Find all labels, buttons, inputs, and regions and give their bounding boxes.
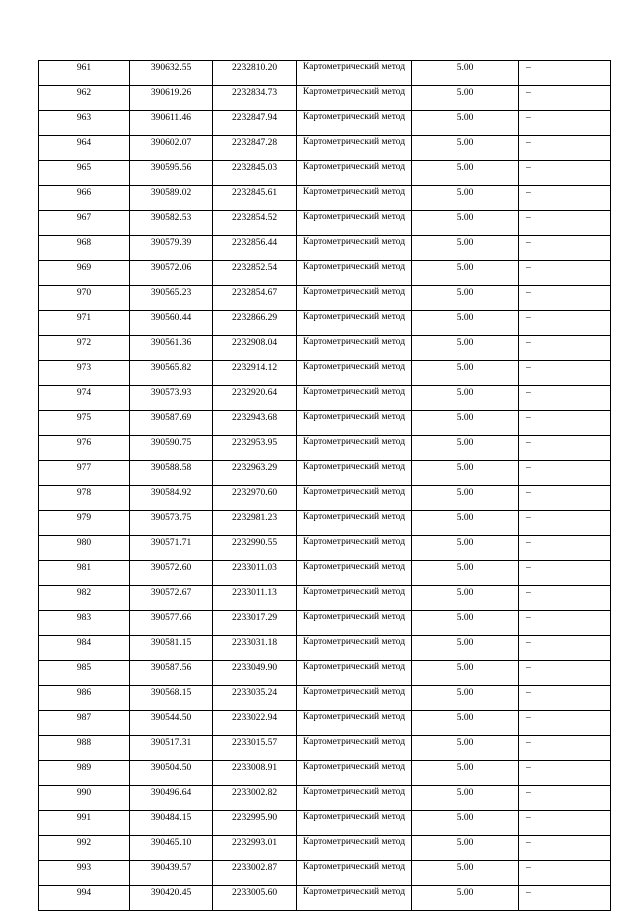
x-coordinate-cell: 390420.45 — [130, 886, 213, 911]
accuracy-cell: 5.00 — [412, 361, 519, 386]
y-coordinate-cell: 2233031.18 — [213, 636, 297, 661]
method-cell: Картометрический метод — [297, 286, 412, 311]
method-cell: Картометрический метод — [297, 361, 412, 386]
table-row — [39, 836, 611, 861]
point-number-cell: 987 — [39, 711, 130, 736]
note-cell: – — [519, 211, 611, 236]
point-number-cell: 979 — [39, 511, 130, 536]
table-row — [39, 186, 611, 211]
note-cell: – — [519, 411, 611, 436]
table-row — [39, 311, 611, 336]
accuracy-cell: 5.00 — [412, 811, 519, 836]
y-coordinate-cell: 2232854.67 — [213, 286, 297, 311]
y-coordinate-cell: 2232981.23 — [213, 511, 297, 536]
point-number-cell: 988 — [39, 736, 130, 761]
x-coordinate-cell: 390544.50 — [130, 711, 213, 736]
method-cell: Картометрический метод — [297, 836, 412, 861]
note-cell: – — [519, 186, 611, 211]
x-coordinate-cell: 390584.92 — [130, 486, 213, 511]
x-coordinate-cell: 390577.66 — [130, 611, 213, 636]
x-coordinate-cell: 390571.71 — [130, 536, 213, 561]
accuracy-cell: 5.00 — [412, 736, 519, 761]
y-coordinate-cell: 2232914.12 — [213, 361, 297, 386]
point-number-cell: 971 — [39, 311, 130, 336]
x-coordinate-cell: 390602.07 — [130, 136, 213, 161]
y-coordinate-cell: 2232845.03 — [213, 161, 297, 186]
accuracy-cell: 5.00 — [412, 661, 519, 686]
point-number-cell: 991 — [39, 811, 130, 836]
accuracy-cell: 5.00 — [412, 861, 519, 886]
point-number-cell: 977 — [39, 461, 130, 486]
accuracy-cell: 5.00 — [412, 286, 519, 311]
table-row — [39, 561, 611, 586]
note-cell: – — [519, 61, 611, 86]
note-cell: – — [519, 811, 611, 836]
note-cell: – — [519, 861, 611, 886]
point-number-cell: 965 — [39, 161, 130, 186]
accuracy-cell: 5.00 — [412, 136, 519, 161]
note-cell: – — [519, 386, 611, 411]
x-coordinate-cell: 390619.26 — [130, 86, 213, 111]
method-cell: Картометрический метод — [297, 786, 412, 811]
table-row — [39, 711, 611, 736]
note-cell: – — [519, 761, 611, 786]
y-coordinate-cell: 2232834.73 — [213, 86, 297, 111]
table-row — [39, 86, 611, 111]
accuracy-cell: 5.00 — [412, 86, 519, 111]
table-row — [39, 236, 611, 261]
y-coordinate-cell: 2233049.90 — [213, 661, 297, 686]
table-row — [39, 811, 611, 836]
accuracy-cell: 5.00 — [412, 761, 519, 786]
table-row — [39, 636, 611, 661]
accuracy-cell: 5.00 — [412, 411, 519, 436]
point-number-cell: 992 — [39, 836, 130, 861]
point-number-cell: 970 — [39, 286, 130, 311]
note-cell: – — [519, 586, 611, 611]
point-number-cell: 967 — [39, 211, 130, 236]
note-cell: – — [519, 486, 611, 511]
method-cell: Картометрический метод — [297, 686, 412, 711]
table-row — [39, 486, 611, 511]
x-coordinate-cell: 390581.15 — [130, 636, 213, 661]
point-number-cell: 985 — [39, 661, 130, 686]
point-number-cell: 983 — [39, 611, 130, 636]
method-cell: Картометрический метод — [297, 711, 412, 736]
method-cell: Картометрический метод — [297, 536, 412, 561]
accuracy-cell: 5.00 — [412, 686, 519, 711]
y-coordinate-cell: 2232810.20 — [213, 61, 297, 86]
table-row — [39, 611, 611, 636]
x-coordinate-cell: 390579.39 — [130, 236, 213, 261]
note-cell: – — [519, 636, 611, 661]
y-coordinate-cell: 2232995.90 — [213, 811, 297, 836]
point-number-cell: 994 — [39, 886, 130, 911]
table-row — [39, 511, 611, 536]
y-coordinate-cell: 2232845.61 — [213, 186, 297, 211]
x-coordinate-cell: 390504.50 — [130, 761, 213, 786]
x-coordinate-cell: 390632.55 — [130, 61, 213, 86]
accuracy-cell: 5.00 — [412, 461, 519, 486]
y-coordinate-cell: 2232852.54 — [213, 261, 297, 286]
note-cell: – — [519, 686, 611, 711]
point-number-cell: 966 — [39, 186, 130, 211]
y-coordinate-cell: 2232953.95 — [213, 436, 297, 461]
x-coordinate-cell: 390484.15 — [130, 811, 213, 836]
note-cell: – — [519, 336, 611, 361]
table-row — [39, 686, 611, 711]
accuracy-cell: 5.00 — [412, 711, 519, 736]
point-number-cell: 993 — [39, 861, 130, 886]
x-coordinate-cell: 390587.56 — [130, 661, 213, 686]
point-number-cell: 961 — [39, 61, 130, 86]
y-coordinate-cell: 2232847.94 — [213, 111, 297, 136]
accuracy-cell: 5.00 — [412, 511, 519, 536]
table-row — [39, 386, 611, 411]
y-coordinate-cell: 2233005.60 — [213, 886, 297, 911]
y-coordinate-cell: 2232970.60 — [213, 486, 297, 511]
x-coordinate-cell: 390560.44 — [130, 311, 213, 336]
table-row — [39, 461, 611, 486]
y-coordinate-cell: 2232866.29 — [213, 311, 297, 336]
method-cell: Картометрический метод — [297, 611, 412, 636]
note-cell: – — [519, 111, 611, 136]
method-cell: Картометрический метод — [297, 186, 412, 211]
accuracy-cell: 5.00 — [412, 111, 519, 136]
accuracy-cell: 5.00 — [412, 161, 519, 186]
x-coordinate-cell: 390587.69 — [130, 411, 213, 436]
point-number-cell: 982 — [39, 586, 130, 611]
method-cell: Картометрический метод — [297, 61, 412, 86]
point-number-cell: 986 — [39, 686, 130, 711]
x-coordinate-cell: 390517.31 — [130, 736, 213, 761]
accuracy-cell: 5.00 — [412, 611, 519, 636]
accuracy-cell: 5.00 — [412, 536, 519, 561]
x-coordinate-cell: 390589.02 — [130, 186, 213, 211]
x-coordinate-cell: 390590.75 — [130, 436, 213, 461]
y-coordinate-cell: 2233008.91 — [213, 761, 297, 786]
table-row — [39, 536, 611, 561]
table-row — [39, 761, 611, 786]
x-coordinate-cell: 390572.06 — [130, 261, 213, 286]
y-coordinate-cell: 2232943.68 — [213, 411, 297, 436]
accuracy-cell: 5.00 — [412, 886, 519, 911]
accuracy-cell: 5.00 — [412, 261, 519, 286]
accuracy-cell: 5.00 — [412, 836, 519, 861]
accuracy-cell: 5.00 — [412, 336, 519, 361]
point-number-cell: 969 — [39, 261, 130, 286]
x-coordinate-cell: 390439.57 — [130, 861, 213, 886]
x-coordinate-cell: 390561.36 — [130, 336, 213, 361]
x-coordinate-cell: 390611.46 — [130, 111, 213, 136]
x-coordinate-cell: 390568.15 — [130, 686, 213, 711]
point-number-cell: 963 — [39, 111, 130, 136]
x-coordinate-cell: 390572.67 — [130, 586, 213, 611]
point-number-cell: 981 — [39, 561, 130, 586]
table-row — [39, 136, 611, 161]
note-cell: – — [519, 511, 611, 536]
x-coordinate-cell: 390595.56 — [130, 161, 213, 186]
point-number-cell: 972 — [39, 336, 130, 361]
note-cell: – — [519, 561, 611, 586]
table-row — [39, 786, 611, 811]
note-cell: – — [519, 361, 611, 386]
method-cell: Картометрический метод — [297, 336, 412, 361]
x-coordinate-cell: 390572.60 — [130, 561, 213, 586]
method-cell: Картометрический метод — [297, 111, 412, 136]
note-cell: – — [519, 536, 611, 561]
table-row — [39, 261, 611, 286]
y-coordinate-cell: 2232920.64 — [213, 386, 297, 411]
accuracy-cell: 5.00 — [412, 436, 519, 461]
method-cell: Картометрический метод — [297, 511, 412, 536]
accuracy-cell: 5.00 — [412, 61, 519, 86]
note-cell: – — [519, 436, 611, 461]
x-coordinate-cell: 390573.75 — [130, 511, 213, 536]
table-row — [39, 661, 611, 686]
accuracy-cell: 5.00 — [412, 636, 519, 661]
method-cell: Картометрический метод — [297, 436, 412, 461]
accuracy-cell: 5.00 — [412, 186, 519, 211]
note-cell: – — [519, 711, 611, 736]
method-cell: Картометрический метод — [297, 161, 412, 186]
table-row — [39, 411, 611, 436]
note-cell: – — [519, 136, 611, 161]
point-number-cell: 980 — [39, 536, 130, 561]
method-cell: Картометрический метод — [297, 211, 412, 236]
x-coordinate-cell: 390582.53 — [130, 211, 213, 236]
note-cell: – — [519, 161, 611, 186]
y-coordinate-cell: 2232990.55 — [213, 536, 297, 561]
method-cell: Картометрический метод — [297, 261, 412, 286]
y-coordinate-cell: 2232856.44 — [213, 236, 297, 261]
note-cell: – — [519, 611, 611, 636]
y-coordinate-cell: 2232847.28 — [213, 136, 297, 161]
y-coordinate-cell: 2233017.29 — [213, 611, 297, 636]
table-row — [39, 211, 611, 236]
x-coordinate-cell: 390588.58 — [130, 461, 213, 486]
y-coordinate-cell: 2232963.29 — [213, 461, 297, 486]
note-cell: – — [519, 461, 611, 486]
point-number-cell: 990 — [39, 786, 130, 811]
method-cell: Картометрический метод — [297, 311, 412, 336]
method-cell: Картометрический метод — [297, 411, 412, 436]
note-cell: – — [519, 236, 611, 261]
method-cell: Картометрический метод — [297, 736, 412, 761]
method-cell: Картометрический метод — [297, 461, 412, 486]
point-number-cell: 973 — [39, 361, 130, 386]
note-cell: – — [519, 736, 611, 761]
method-cell: Картометрический метод — [297, 486, 412, 511]
note-cell: – — [519, 661, 611, 686]
y-coordinate-cell: 2233011.03 — [213, 561, 297, 586]
table-row — [39, 586, 611, 611]
table-row — [39, 161, 611, 186]
table-row — [39, 861, 611, 886]
note-cell: – — [519, 311, 611, 336]
method-cell: Картометрический метод — [297, 586, 412, 611]
y-coordinate-cell: 2232993.01 — [213, 836, 297, 861]
point-number-cell: 978 — [39, 486, 130, 511]
point-number-cell: 984 — [39, 636, 130, 661]
y-coordinate-cell: 2232908.04 — [213, 336, 297, 361]
y-coordinate-cell: 2232854.52 — [213, 211, 297, 236]
method-cell: Картометрический метод — [297, 861, 412, 886]
point-number-cell: 989 — [39, 761, 130, 786]
note-cell: – — [519, 786, 611, 811]
note-cell: – — [519, 836, 611, 861]
y-coordinate-cell: 2233002.87 — [213, 861, 297, 886]
x-coordinate-cell: 390573.93 — [130, 386, 213, 411]
method-cell: Картометрический метод — [297, 811, 412, 836]
note-cell: – — [519, 886, 611, 911]
point-number-cell: 975 — [39, 411, 130, 436]
accuracy-cell: 5.00 — [412, 586, 519, 611]
note-cell: – — [519, 86, 611, 111]
y-coordinate-cell: 2233035.24 — [213, 686, 297, 711]
table-row — [39, 336, 611, 361]
note-cell: – — [519, 261, 611, 286]
accuracy-cell: 5.00 — [412, 236, 519, 261]
accuracy-cell: 5.00 — [412, 486, 519, 511]
table-row — [39, 736, 611, 761]
coordinates-table-body — [39, 61, 611, 911]
method-cell: Картометрический метод — [297, 386, 412, 411]
table-row — [39, 111, 611, 136]
y-coordinate-cell: 2233015.57 — [213, 736, 297, 761]
accuracy-cell: 5.00 — [412, 561, 519, 586]
x-coordinate-cell: 390465.10 — [130, 836, 213, 861]
y-coordinate-cell: 2233022.94 — [213, 711, 297, 736]
table-row — [39, 886, 611, 911]
y-coordinate-cell: 2233011.13 — [213, 586, 297, 611]
accuracy-cell: 5.00 — [412, 786, 519, 811]
note-cell: – — [519, 286, 611, 311]
table-row — [39, 436, 611, 461]
table-row — [39, 61, 611, 86]
method-cell: Картометрический метод — [297, 761, 412, 786]
table-row — [39, 361, 611, 386]
method-cell: Картометрический метод — [297, 636, 412, 661]
point-number-cell: 964 — [39, 136, 130, 161]
method-cell: Картометрический метод — [297, 561, 412, 586]
x-coordinate-cell: 390565.82 — [130, 361, 213, 386]
point-number-cell: 962 — [39, 86, 130, 111]
accuracy-cell: 5.00 — [412, 211, 519, 236]
y-coordinate-cell: 2233002.82 — [213, 786, 297, 811]
accuracy-cell: 5.00 — [412, 386, 519, 411]
point-number-cell: 968 — [39, 236, 130, 261]
method-cell: Картометрический метод — [297, 661, 412, 686]
point-number-cell: 974 — [39, 386, 130, 411]
accuracy-cell: 5.00 — [412, 311, 519, 336]
x-coordinate-cell: 390496.64 — [130, 786, 213, 811]
x-coordinate-cell: 390565.23 — [130, 286, 213, 311]
point-number-cell: 976 — [39, 436, 130, 461]
method-cell: Картометрический метод — [297, 86, 412, 111]
method-cell: Картометрический метод — [297, 236, 412, 261]
method-cell: Картометрический метод — [297, 886, 412, 911]
coordinates-table — [38, 60, 611, 911]
table-row — [39, 286, 611, 311]
method-cell: Картометрический метод — [297, 136, 412, 161]
